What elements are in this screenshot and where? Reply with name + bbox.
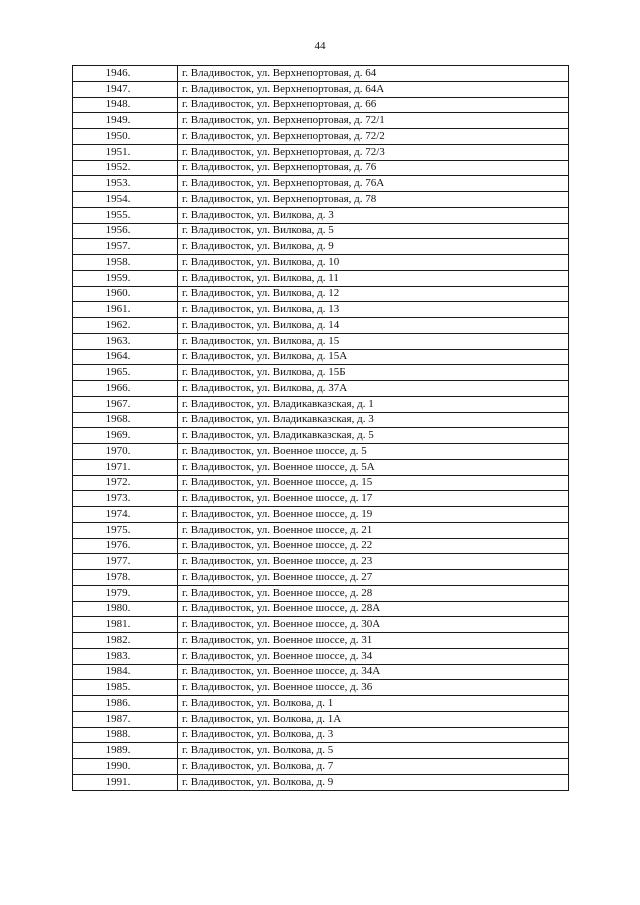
address-cell: г. Владивосток, ул. Вилкова, д. 3 xyxy=(178,207,569,223)
address-cell: г. Владивосток, ул. Вилкова, д. 11 xyxy=(178,270,569,286)
table-row xyxy=(73,743,569,759)
table-row xyxy=(73,412,569,428)
row-number-cell: 1954. xyxy=(73,192,178,208)
table-row xyxy=(73,396,569,412)
address-cell: г. Владивосток, ул. Вилкова, д. 37А xyxy=(178,381,569,397)
table-row xyxy=(73,648,569,664)
address-cell: г. Владивосток, ул. Военное шоссе, д. 19 xyxy=(178,507,569,523)
row-number-cell: 1960. xyxy=(73,286,178,302)
address-cell: г. Владивосток, ул. Верхнепортовая, д. 64А xyxy=(178,81,569,97)
address-cell: г. Владивосток, ул. Верхнепортовая, д. 72/1 xyxy=(178,113,569,129)
table-row xyxy=(73,176,569,192)
address-cell: г. Владивосток, ул. Верхнепортовая, д. 66 xyxy=(178,97,569,113)
row-number-cell: 1980. xyxy=(73,601,178,617)
table-row xyxy=(73,81,569,97)
row-number-cell: 1962. xyxy=(73,318,178,334)
table-row xyxy=(73,759,569,775)
address-cell: г. Владивосток, ул. Военное шоссе, д. 27 xyxy=(178,570,569,586)
page-number: 44 xyxy=(314,40,326,52)
address-cell: г. Владивосток, ул. Верхнепортовая, д. 64 xyxy=(178,66,569,82)
address-cell: г. Владивосток, ул. Волкова, д. 1А xyxy=(178,711,569,727)
address-cell: г. Владивосток, ул. Военное шоссе, д. 36 xyxy=(178,680,569,696)
row-number-cell: 1975. xyxy=(73,522,178,538)
row-number-cell: 1967. xyxy=(73,396,178,412)
row-number-cell: 1957. xyxy=(73,239,178,255)
table-row xyxy=(73,570,569,586)
table-row xyxy=(73,459,569,475)
table-row xyxy=(73,365,569,381)
table-row xyxy=(73,664,569,680)
table-row xyxy=(73,223,569,239)
row-number-cell: 1951. xyxy=(73,144,178,160)
address-cell: г. Владивосток, ул. Владикавказская, д. 1 xyxy=(178,396,569,412)
row-number-cell: 1950. xyxy=(73,129,178,145)
row-number-cell: 1964. xyxy=(73,349,178,365)
address-cell: г. Владивосток, ул. Верхнепортовая, д. 76 xyxy=(178,160,569,176)
address-cell: г. Владивосток, ул. Военное шоссе, д. 17 xyxy=(178,491,569,507)
table-row xyxy=(73,522,569,538)
row-number-cell: 1971. xyxy=(73,459,178,475)
table-row xyxy=(73,97,569,113)
table-row xyxy=(73,711,569,727)
table-row xyxy=(73,617,569,633)
address-cell: г. Владивосток, ул. Вилкова, д. 15А xyxy=(178,349,569,365)
row-number-cell: 1955. xyxy=(73,207,178,223)
row-number-cell: 1953. xyxy=(73,176,178,192)
table-row xyxy=(73,554,569,570)
table-row xyxy=(73,381,569,397)
row-number-cell: 1947. xyxy=(73,81,178,97)
table-row xyxy=(73,696,569,712)
table-row xyxy=(73,444,569,460)
address-cell: г. Владивосток, ул. Вилкова, д. 15Б xyxy=(178,365,569,381)
table-row xyxy=(73,349,569,365)
table-row xyxy=(73,192,569,208)
table-row xyxy=(73,113,569,129)
address-cell: г. Владивосток, ул. Волкова, д. 1 xyxy=(178,696,569,712)
table-row xyxy=(73,66,569,82)
address-cell: г. Владивосток, ул. Военное шоссе, д. 5 xyxy=(178,444,569,460)
table-row xyxy=(73,585,569,601)
row-number-cell: 1949. xyxy=(73,113,178,129)
address-cell: г. Владивосток, ул. Военное шоссе, д. 5А xyxy=(178,459,569,475)
address-cell: г. Владивосток, ул. Волкова, д. 5 xyxy=(178,743,569,759)
address-cell: г. Владивосток, ул. Верхнепортовая, д. 76А xyxy=(178,176,569,192)
address-cell: г. Владивосток, ул. Верхнепортовая, д. 72/2 xyxy=(178,129,569,145)
table-row xyxy=(73,318,569,334)
row-number-cell: 1946. xyxy=(73,66,178,82)
address-cell: г. Владивосток, ул. Военное шоссе, д. 23 xyxy=(178,554,569,570)
row-number-cell: 1982. xyxy=(73,633,178,649)
row-number-cell: 1986. xyxy=(73,696,178,712)
address-cell: г. Владивосток, ул. Вилкова, д. 15 xyxy=(178,333,569,349)
address-cell: г. Владивосток, ул. Вилкова, д. 9 xyxy=(178,239,569,255)
row-number-cell: 1989. xyxy=(73,743,178,759)
table-row xyxy=(73,774,569,790)
row-number-cell: 1959. xyxy=(73,270,178,286)
row-number-cell: 1979. xyxy=(73,585,178,601)
row-number-cell: 1970. xyxy=(73,444,178,460)
row-number-cell: 1990. xyxy=(73,759,178,775)
address-cell: г. Владивосток, ул. Верхнепортовая, д. 78 xyxy=(178,192,569,208)
row-number-cell: 1966. xyxy=(73,381,178,397)
address-cell: г. Владивосток, ул. Владикавказская, д. 3 xyxy=(178,412,569,428)
table-row xyxy=(73,507,569,523)
row-number-cell: 1948. xyxy=(73,97,178,113)
address-cell: г. Владивосток, ул. Вилкова, д. 14 xyxy=(178,318,569,334)
row-number-cell: 1968. xyxy=(73,412,178,428)
table-row xyxy=(73,286,569,302)
row-number-cell: 1981. xyxy=(73,617,178,633)
address-table xyxy=(72,65,569,791)
row-number-cell: 1965. xyxy=(73,365,178,381)
address-cell: г. Владивосток, ул. Военное шоссе, д. 22 xyxy=(178,538,569,554)
table-row xyxy=(73,144,569,160)
address-cell: г. Владивосток, ул. Верхнепортовая, д. 72/3 xyxy=(178,144,569,160)
address-cell: г. Владивосток, ул. Волкова, д. 7 xyxy=(178,759,569,775)
address-cell: г. Владивосток, ул. Военное шоссе, д. 15 xyxy=(178,475,569,491)
table-row xyxy=(73,475,569,491)
row-number-cell: 1987. xyxy=(73,711,178,727)
row-number-cell: 1958. xyxy=(73,255,178,271)
address-cell: г. Владивосток, ул. Военное шоссе, д. 28 xyxy=(178,585,569,601)
address-cell: г. Владивосток, ул. Вилкова, д. 10 xyxy=(178,255,569,271)
table-row xyxy=(73,239,569,255)
table-row xyxy=(73,129,569,145)
row-number-cell: 1973. xyxy=(73,491,178,507)
row-number-cell: 1976. xyxy=(73,538,178,554)
table-row xyxy=(73,538,569,554)
row-number-cell: 1956. xyxy=(73,223,178,239)
table-row xyxy=(73,680,569,696)
address-cell: г. Владивосток, ул. Военное шоссе, д. 31 xyxy=(178,633,569,649)
row-number-cell: 1985. xyxy=(73,680,178,696)
table-row xyxy=(73,207,569,223)
address-cell: г. Владивосток, ул. Военное шоссе, д. 34 xyxy=(178,648,569,664)
address-cell: г. Владивосток, ул. Военное шоссе, д. 30А xyxy=(178,617,569,633)
address-cell: г. Владивосток, ул. Военное шоссе, д. 21 xyxy=(178,522,569,538)
row-number-cell: 1983. xyxy=(73,648,178,664)
table-row xyxy=(73,255,569,271)
address-cell: г. Владивосток, ул. Владикавказская, д. 5 xyxy=(178,428,569,444)
address-cell: г. Владивосток, ул. Военное шоссе, д. 28А xyxy=(178,601,569,617)
table-row xyxy=(73,302,569,318)
table-row xyxy=(73,270,569,286)
address-cell: г. Владивосток, ул. Волкова, д. 3 xyxy=(178,727,569,743)
table-row xyxy=(73,333,569,349)
address-cell: г. Владивосток, ул. Вилкова, д. 12 xyxy=(178,286,569,302)
row-number-cell: 1984. xyxy=(73,664,178,680)
row-number-cell: 1952. xyxy=(73,160,178,176)
table-row xyxy=(73,428,569,444)
row-number-cell: 1974. xyxy=(73,507,178,523)
row-number-cell: 1961. xyxy=(73,302,178,318)
table-row xyxy=(73,633,569,649)
row-number-cell: 1972. xyxy=(73,475,178,491)
address-cell: г. Владивосток, ул. Военное шоссе, д. 34А xyxy=(178,664,569,680)
table-row xyxy=(73,491,569,507)
address-cell: г. Владивосток, ул. Вилкова, д. 13 xyxy=(178,302,569,318)
row-number-cell: 1963. xyxy=(73,333,178,349)
table-row xyxy=(73,160,569,176)
row-number-cell: 1991. xyxy=(73,774,178,790)
row-number-cell: 1988. xyxy=(73,727,178,743)
table-row xyxy=(73,601,569,617)
address-table-body xyxy=(73,66,569,791)
row-number-cell: 1978. xyxy=(73,570,178,586)
address-cell: г. Владивосток, ул. Волкова, д. 9 xyxy=(178,774,569,790)
address-cell: г. Владивосток, ул. Вилкова, д. 5 xyxy=(178,223,569,239)
row-number-cell: 1977. xyxy=(73,554,178,570)
row-number-cell: 1969. xyxy=(73,428,178,444)
table-row xyxy=(73,727,569,743)
